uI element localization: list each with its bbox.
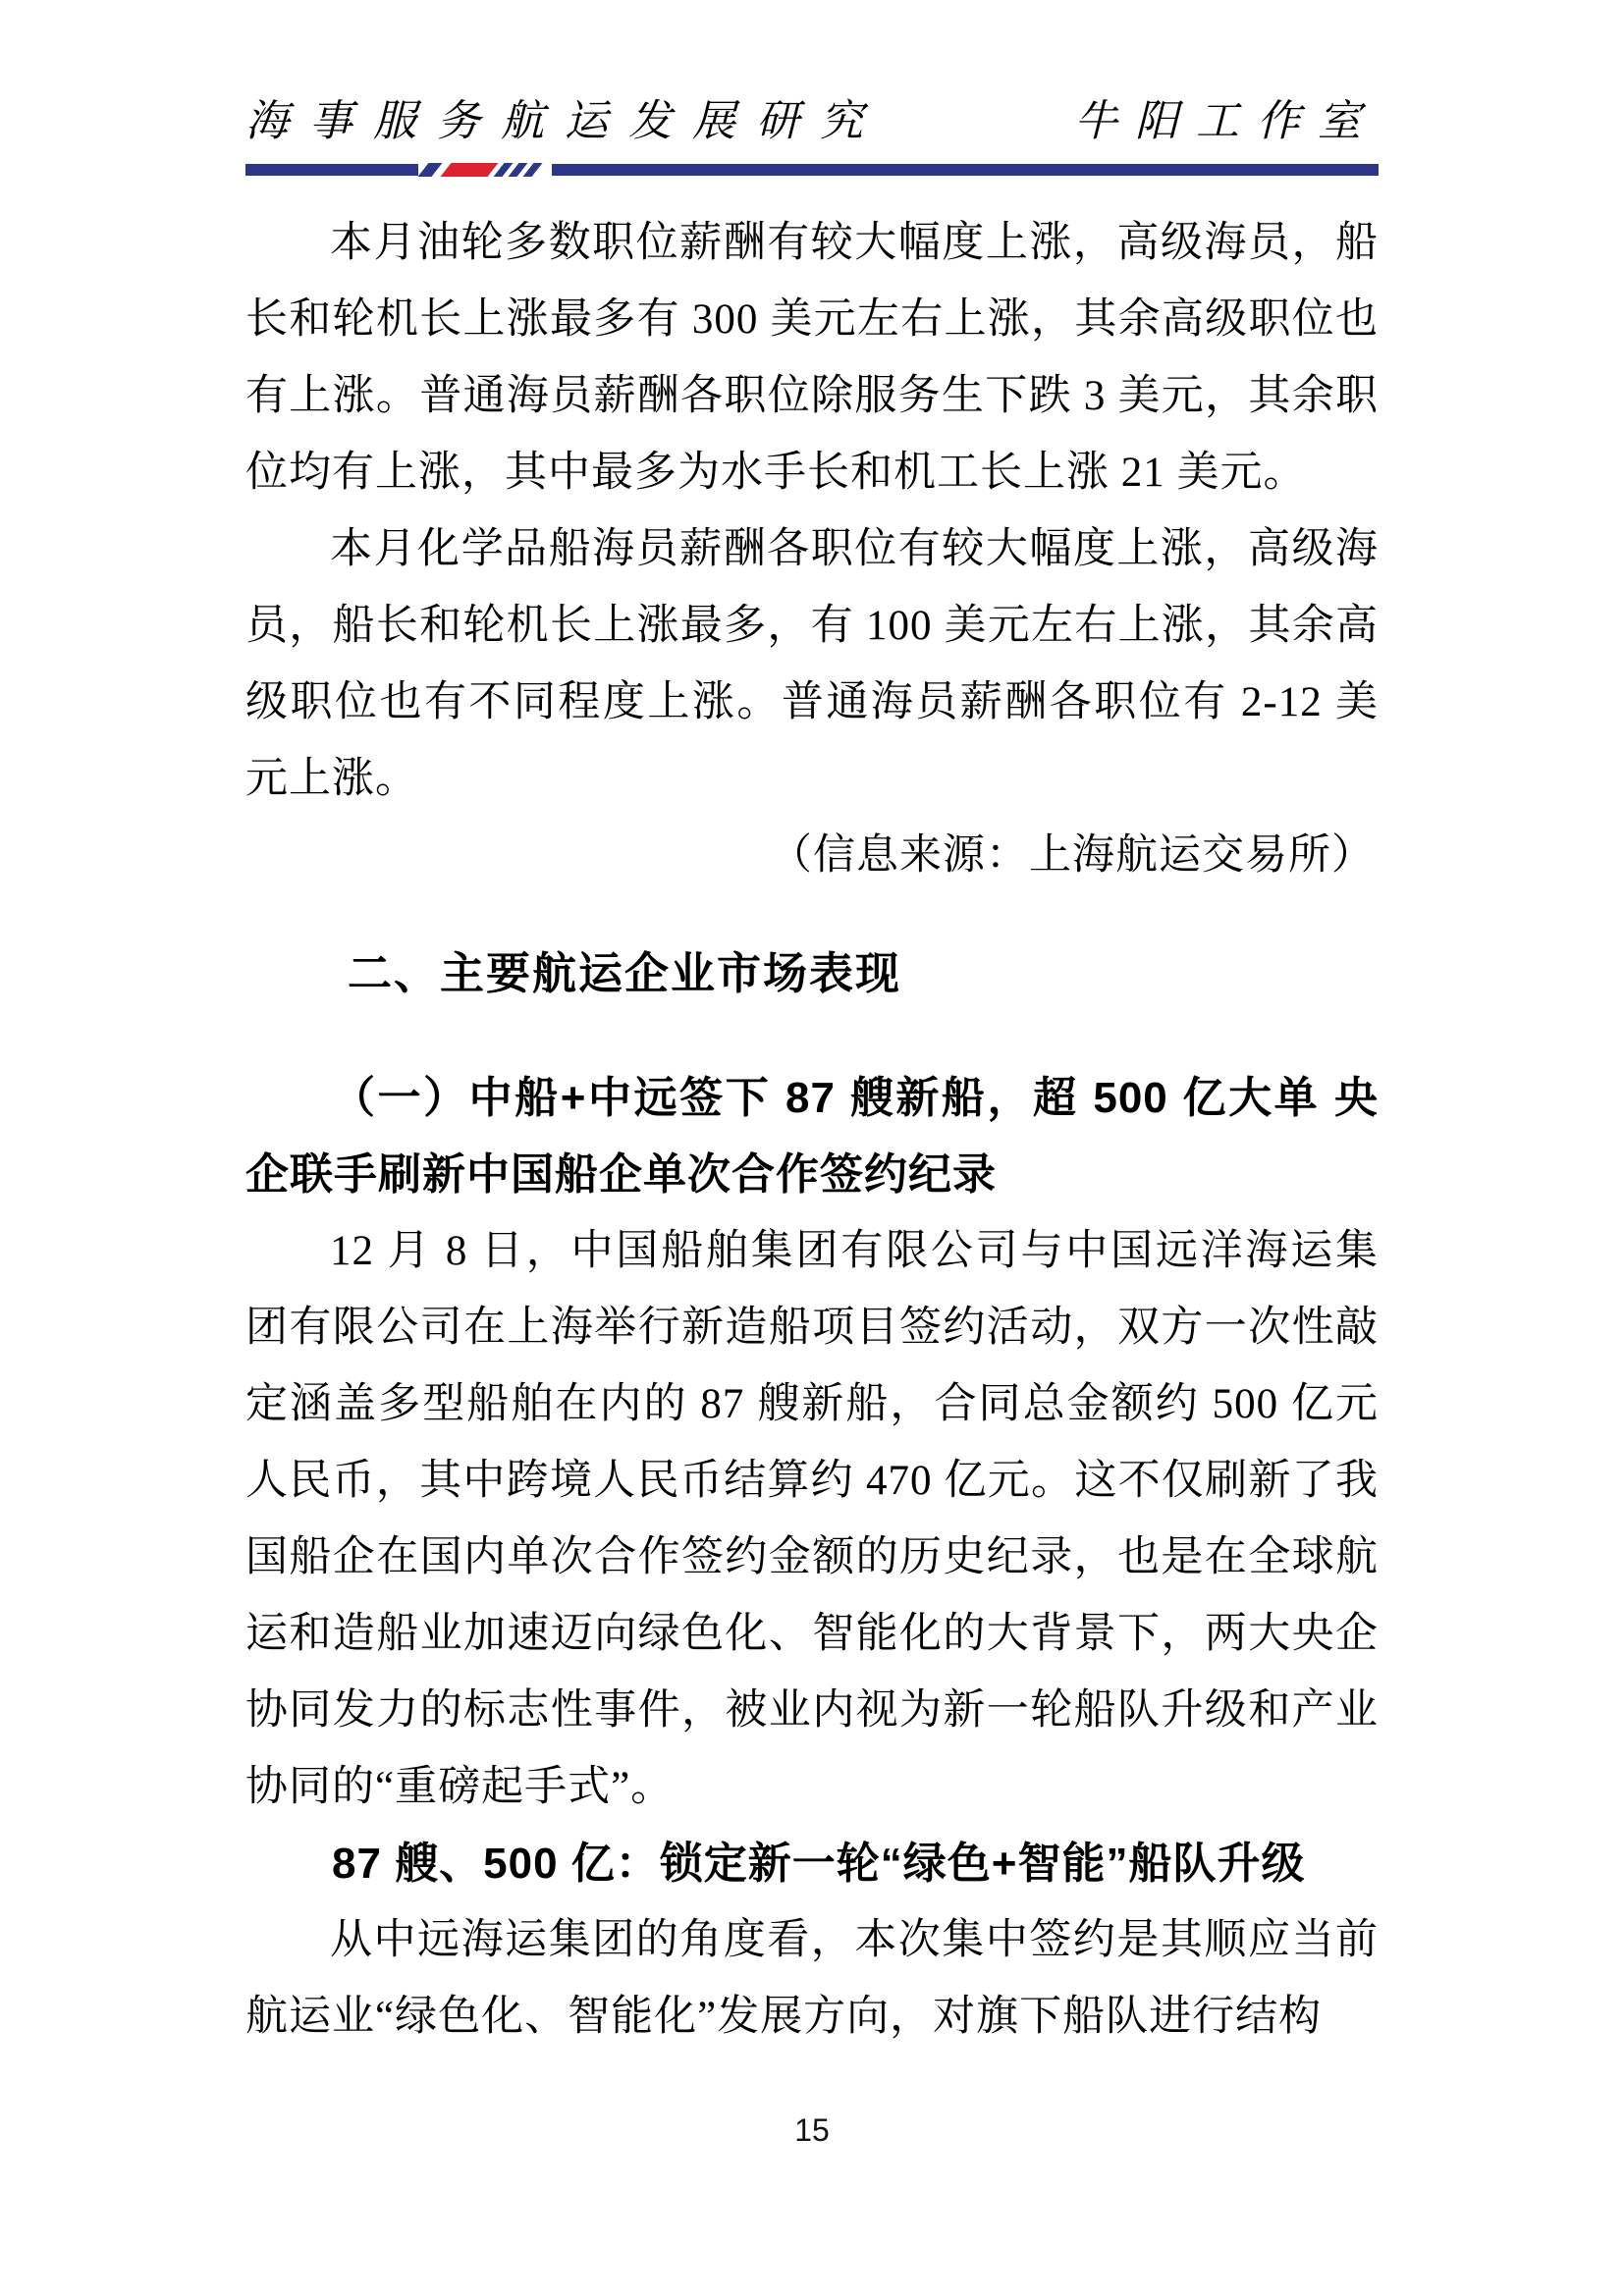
- header-right-title: 牛阳工作室: [1074, 97, 1379, 145]
- paragraph-cosco-perspective: 从中远海运集团的角度看，本次集中签约是其顺应当前航运业“绿色化、智能化”发展方向，对旗下船队进行结构: [245, 1917, 1379, 2040]
- divider-decoration: [418, 163, 552, 177]
- divider-navy-slash: [418, 163, 443, 177]
- paragraph-tanker-salaries: 本月油轮多数职位薪酬有较大幅度上涨，高级海员，船长和轮机长上涨最多有 300 美元左右上涨，其余高级职位也有上涨。普通海员薪酬各职位除服务生下跌 3 美元，其余职位均有上涨，其中最多为水手长和机工长上涨 21 美元。: [245, 220, 1379, 496]
- header-left-title: 海事服务航运发展研究: [245, 97, 884, 145]
- inline-subheading-fleet-upgrade: 87 艘、500 亿：锁定新一轮“绿色+智能”船队升级: [332, 1840, 1306, 1888]
- divider-red-slash: [441, 163, 499, 177]
- page-header: [245, 90, 1379, 151]
- header-divider-rule: [245, 164, 1379, 176]
- paragraph-signing-event: 12 月 8 日，中国船舶集团有限公司与中国远洋海运集团有限公司在上海举行新造船项目签约活动，双方一次性敲定涵盖多型船舶在内的 87 艘新船，合同总金额约 500 亿元人民币，其中跨境人民币结算约 470 亿元。这不仅刷新了我国船企在国内单次合作签约金额的历史纪录，也是在全球航运和造船业加速迈向绿色化、智能化的大背景下，两大央企协同发力的标志性事件，被业内视为新一轮船队升级和产业协同的“重磅起手式”。: [245, 1228, 1379, 1810]
- subsection-heading-2-1: （一）中船+中远签下 87 艘新船，超 500 亿大单 央企联手刷新中国船企单次合作签约纪录: [245, 1074, 1379, 1199]
- section-heading-2: 二、主要航运企业市场表现: [348, 948, 902, 998]
- paragraph-chemical-salaries: 本月化学品船海员薪酬各职位有较大幅度上涨，高级海员，船长和轮机长上涨最多，有 100 美元左右上涨，其余高级职位也有不同程度上涨。普通海员薪酬各职位有 2-12 美元上涨。: [245, 526, 1379, 802]
- page-number: 15: [794, 2112, 830, 2148]
- source-attribution: （信息来源：上海航运交易所）: [770, 832, 1375, 879]
- page-content: [245, 0, 1379, 2056]
